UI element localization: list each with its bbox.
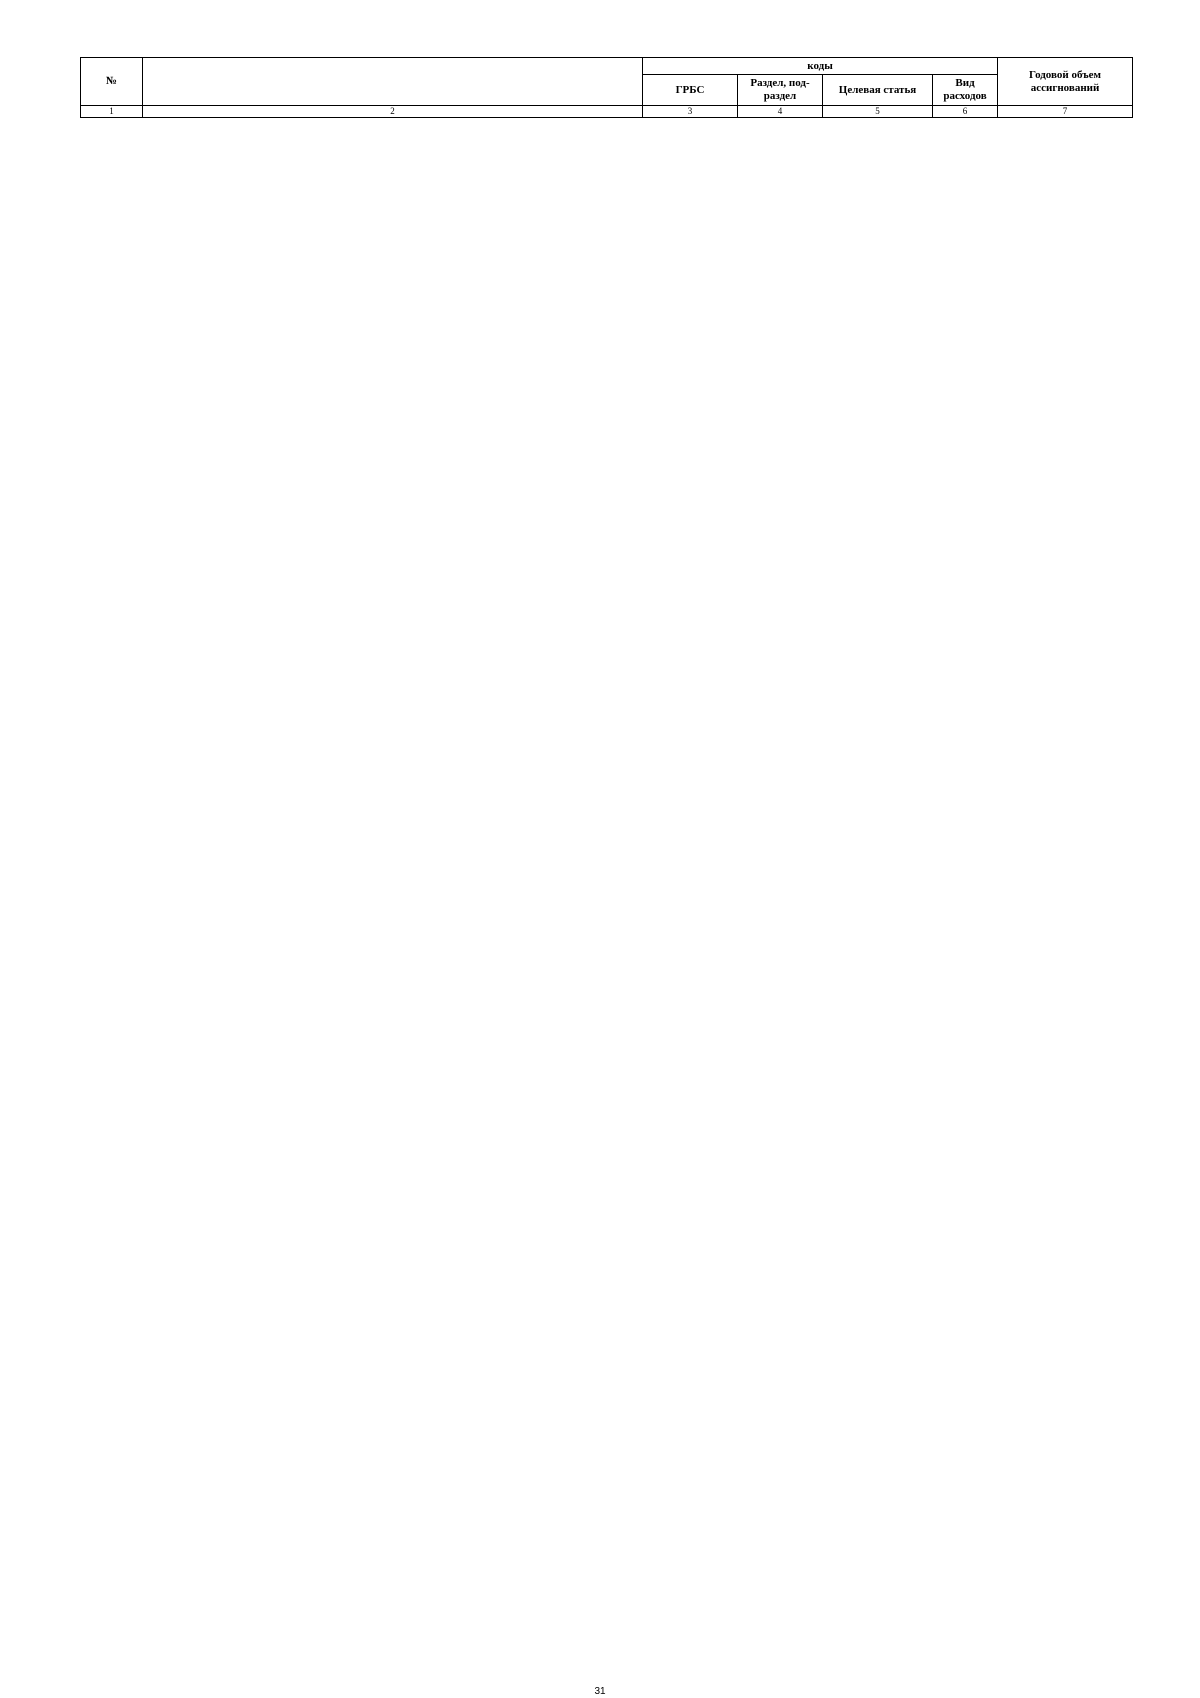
document-page xyxy=(80,57,1132,118)
colnum-3: 3 xyxy=(643,106,738,118)
colnum-1: 1 xyxy=(81,106,143,118)
budget-table xyxy=(80,57,1133,118)
colnum-7: 7 xyxy=(998,106,1133,118)
colnum-4: 4 xyxy=(738,106,823,118)
header-razdel: Раздел, под-раздел xyxy=(738,75,823,106)
header-cel: Целевая статья xyxy=(823,75,933,106)
colnum-5: 5 xyxy=(823,106,933,118)
header-codes: коды xyxy=(643,58,998,75)
header-num: № xyxy=(81,58,143,106)
column-numbers-row xyxy=(81,106,1133,118)
header-grbs: ГРБС xyxy=(643,75,738,106)
header-vid: Вид расходов xyxy=(933,75,998,106)
page-number: 31 xyxy=(594,1686,606,1697)
colnum-6: 6 xyxy=(933,106,998,118)
header-name xyxy=(143,58,643,106)
colnum-2: 2 xyxy=(143,106,643,118)
header-sum: Годовой объем ассигнований xyxy=(998,58,1133,106)
